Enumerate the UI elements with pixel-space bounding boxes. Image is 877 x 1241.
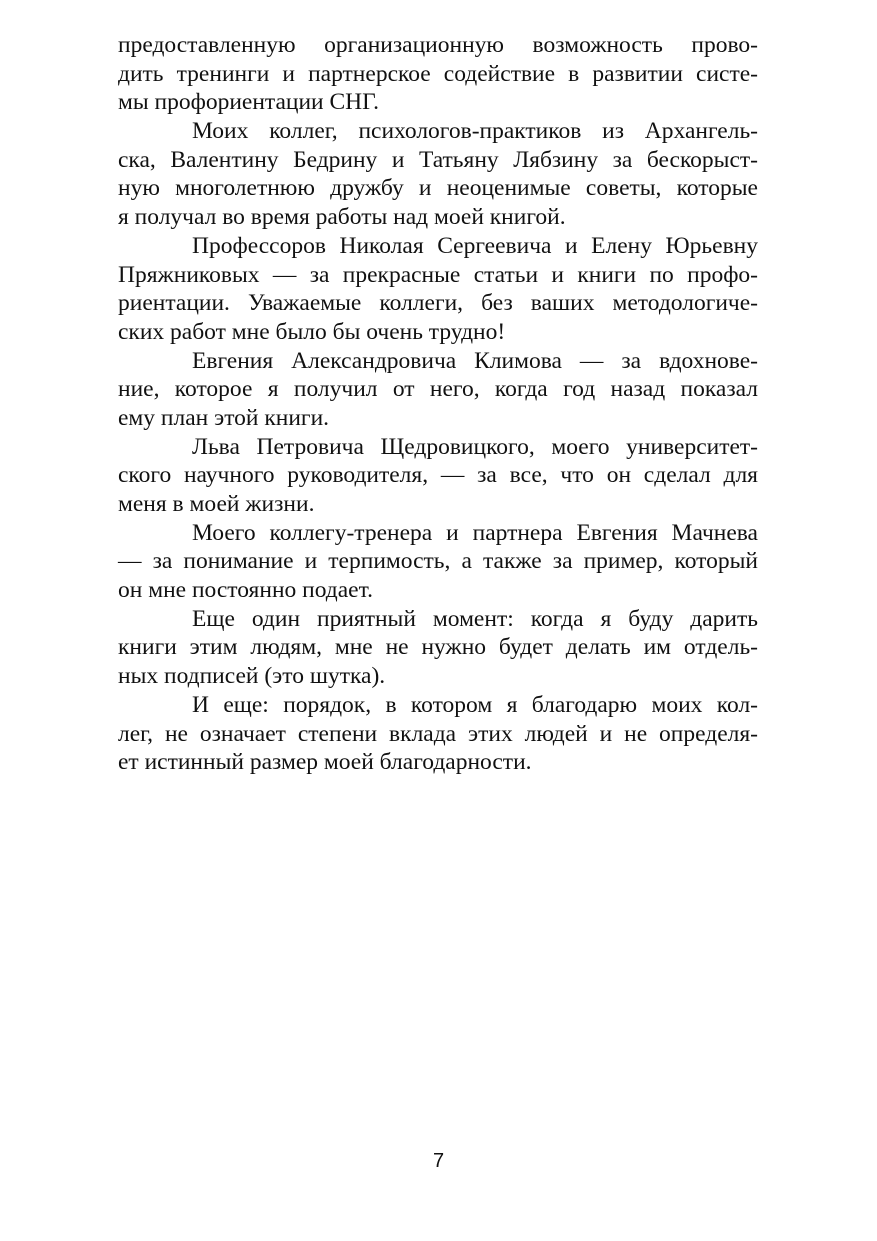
paragraph-2 [118, 117, 758, 232]
text-line: мы профориентации СНГ. [118, 89, 379, 116]
text-line: ских работ мне было бы очень трудно! [118, 318, 506, 345]
paragraph-1 [118, 31, 758, 117]
text-line: Моего коллегу-тренера и партнера Евгения Мачнева [192, 519, 758, 546]
text-line: ска, Валентину Бедрину и Татьяну Лябзину за бескорыст- [118, 146, 758, 173]
page-number: 7 [432, 1150, 445, 1172]
text-line: ского научного руководителя, — за все, что он сделал для [118, 462, 758, 489]
text-line: ет истинный размер моей благодарности. [118, 749, 532, 776]
text-line: риентации. Уважаемые коллеги, без ваших методологиче- [118, 290, 758, 317]
paragraph-6 [118, 519, 758, 605]
text-line: Еще один приятный момент: когда я буду дарить [192, 605, 758, 632]
text-line: ную многолетнюю дружбу и неоценимые советы, которые [118, 175, 758, 202]
text-line: И еще: порядок, в котором я благодарю моих кол- [192, 691, 758, 718]
text-line: ных подписей (это шутка). [118, 663, 386, 690]
text-line: он мне постоянно подает. [118, 577, 373, 604]
text-line: Евгения Александровича Климова — за вдохнове- [192, 347, 758, 374]
text-line: Моих коллег, психологов-практиков из Архангель- [192, 118, 758, 145]
paragraph-3 [118, 232, 758, 347]
text-line: Профессоров Николая Сергеевича и Елену Юрьевну [192, 232, 758, 259]
text-line: ние, которое я получил от него, когда год назад показал [118, 376, 758, 403]
paragraph-4 [118, 347, 758, 433]
paragraph-7 [118, 605, 758, 691]
text-line: лег, не означает степени вклада этих людей и не определя- [118, 720, 758, 747]
text-line: — за понимание и терпимость, а также за пример, который [118, 548, 758, 575]
paragraph-8 [118, 691, 758, 777]
text-line: Пряжниковых — за прекрасные статьи и книги по профо- [118, 261, 758, 288]
text-line: предоставленную организационную возможность прово- [118, 32, 758, 58]
paragraph-5 [118, 433, 758, 519]
text-line: книги этим людям, мне не нужно будет делать им отдель- [118, 634, 758, 661]
text-line: дить тренинги и партнерское содействие в развитии систе- [118, 60, 758, 87]
body-text [118, 31, 758, 777]
text-line: я получал во время работы над моей книгой. [118, 204, 566, 231]
text-line: меня в моей жизни. [118, 491, 315, 517]
text-line: Льва Петровича Щедровицкого, моего университет- [192, 433, 758, 460]
text-line: ему план этой книги. [118, 404, 330, 431]
